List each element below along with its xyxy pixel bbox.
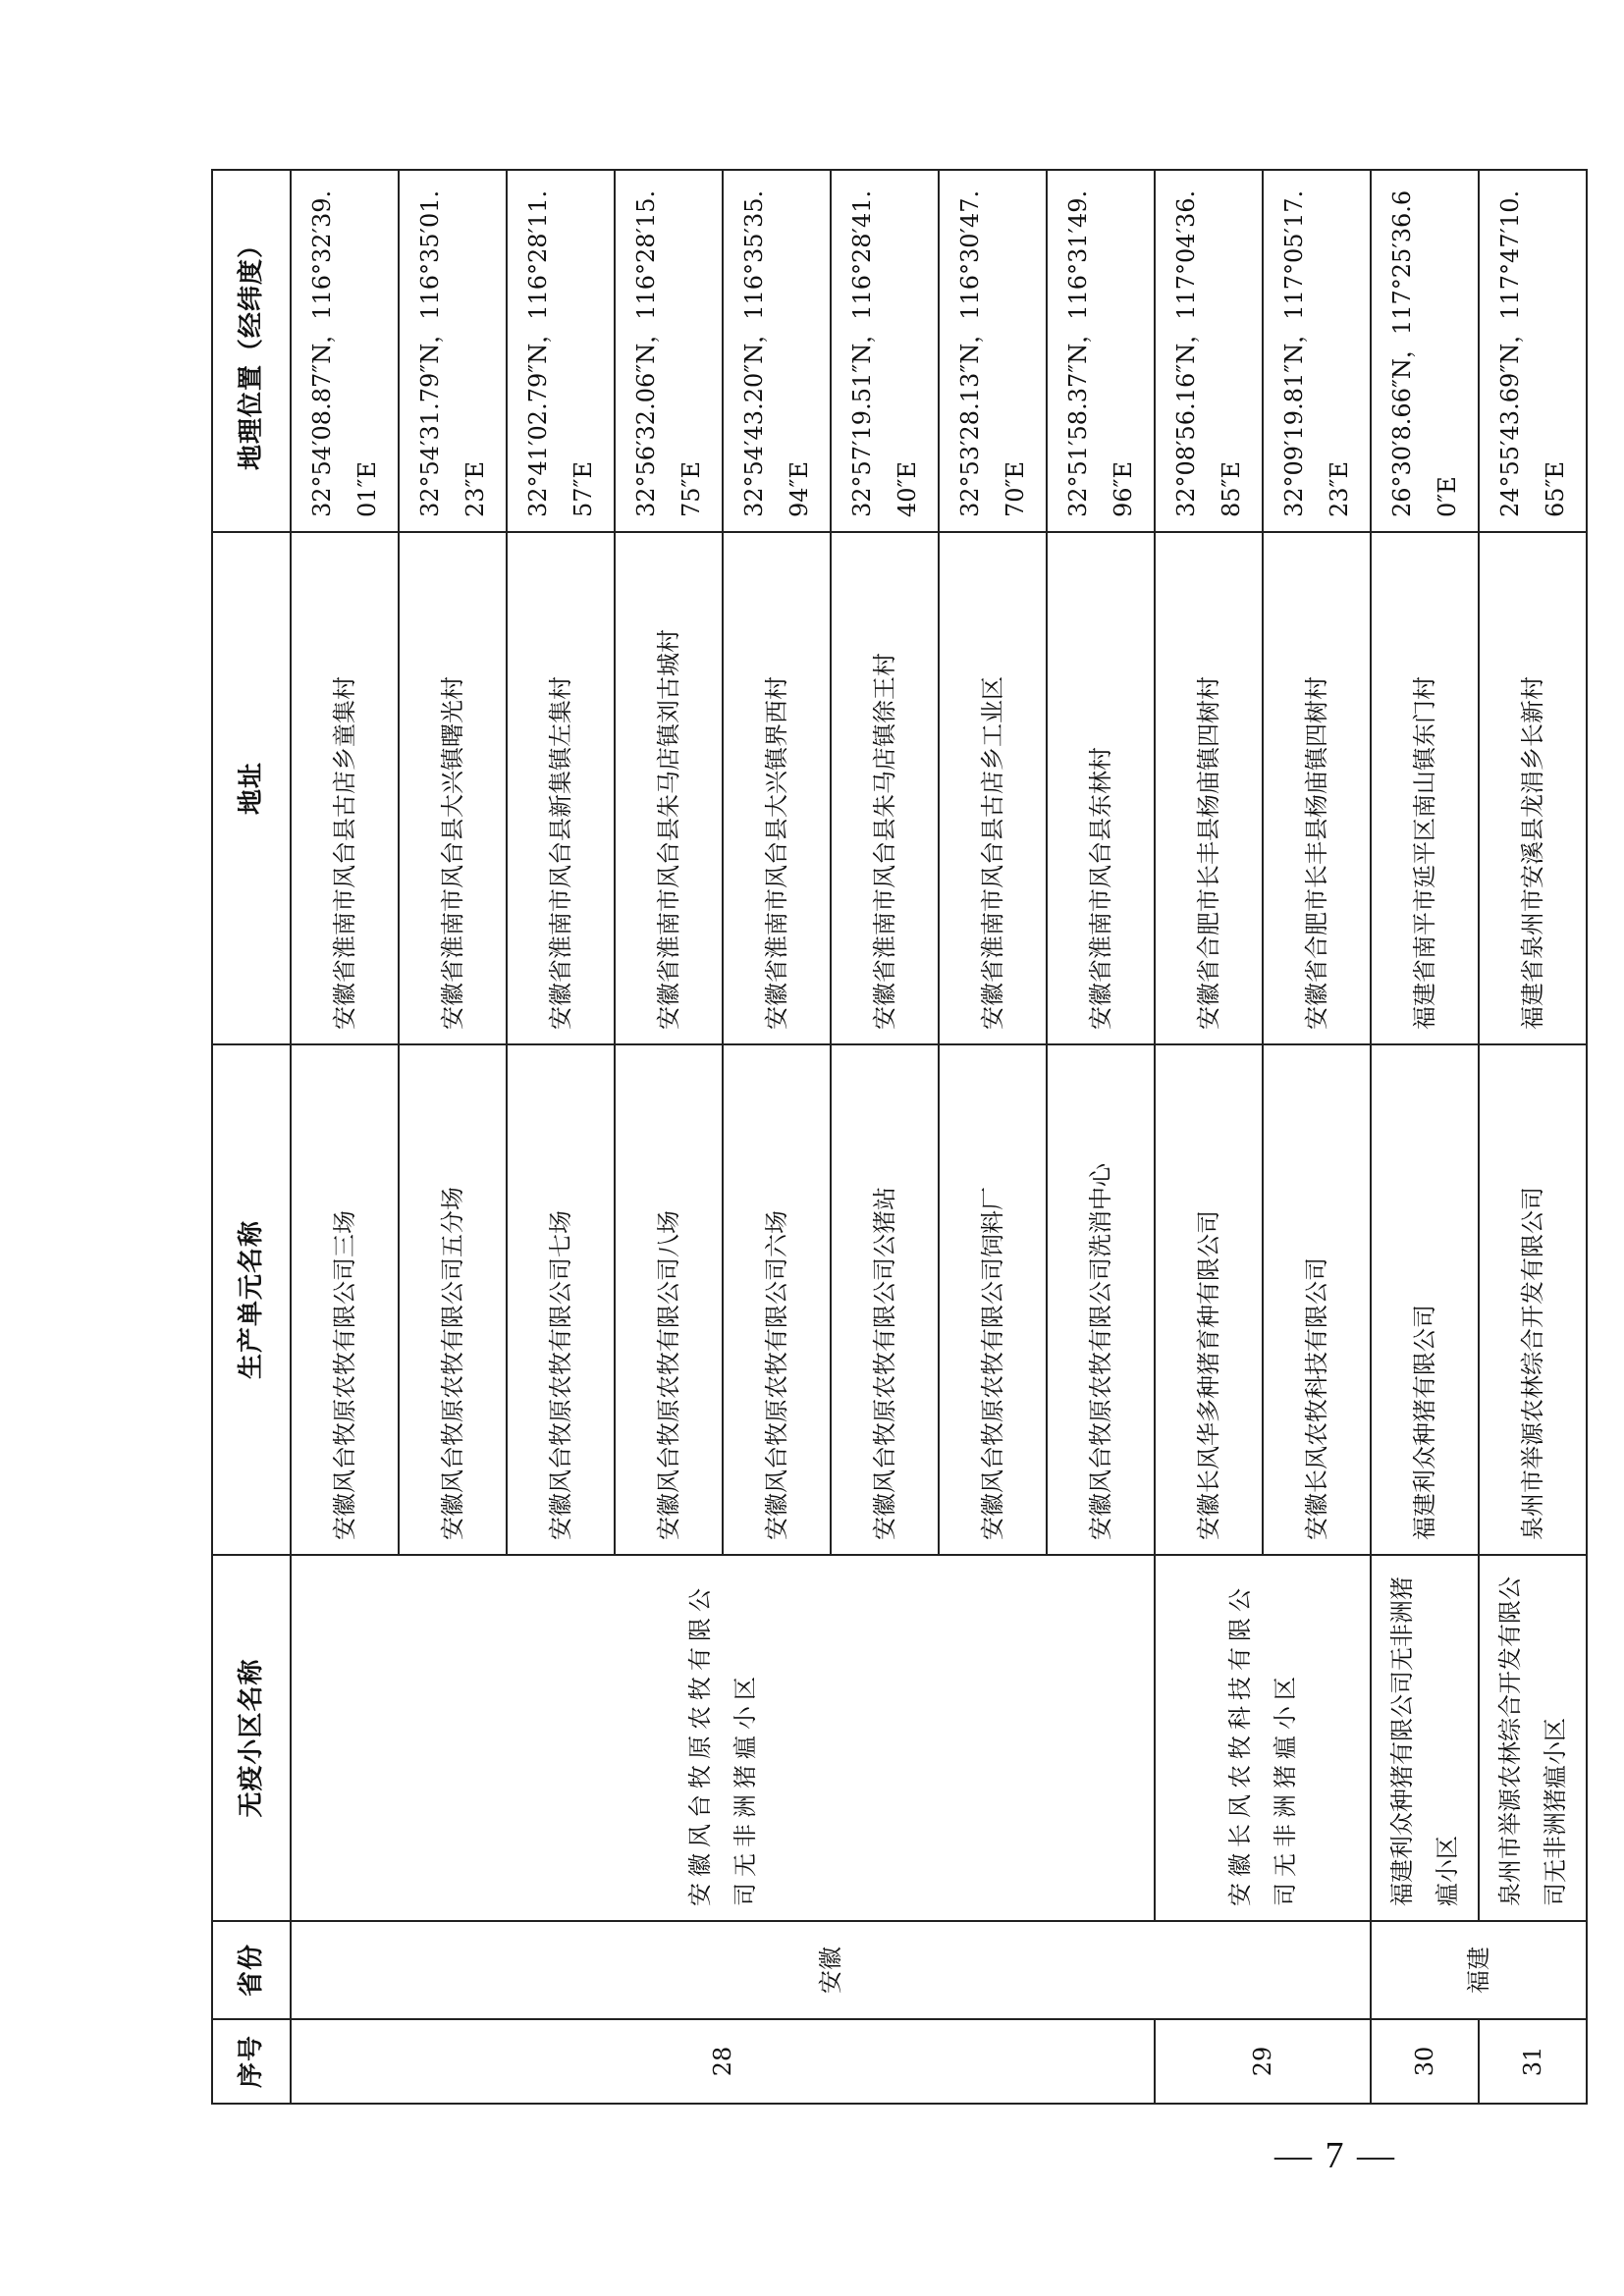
location-cell: 32°57′19.51″N，116°28′41.40″E <box>831 170 939 532</box>
seq-cell: 30 <box>1371 2019 1479 2104</box>
province-cell: 福建 <box>1371 1921 1587 2019</box>
address-cell: 安徽省淮南市风台县大兴镇曙光村 <box>399 532 507 1044</box>
header-zone-name: 无疫小区名称 <box>212 1555 291 1921</box>
page-number: — 7 — <box>1274 2135 1396 2176</box>
unit-name-cell: 安徽风台牧原农牧有限公司七场 <box>507 1044 615 1555</box>
location-cell: 32°54′31.79″N，116°35′01.23″E <box>399 170 507 532</box>
address-cell: 安徽省淮南市风台县朱马店镇刘古城村 <box>615 532 723 1044</box>
address-cell: 福建省泉州市安溪县龙涓乡长新村 <box>1479 532 1587 1044</box>
location-cell: 32°09′19.81″N，117°05′17.23″E <box>1263 170 1371 532</box>
location-cell: 32°54′43.20″N，116°35′35.94″E <box>723 170 831 532</box>
address-cell: 安徽省合肥市长丰县杨庙镇四树村 <box>1263 532 1371 1044</box>
unit-name-cell: 安徽长风华多种猪育种有限公司 <box>1155 1044 1263 1555</box>
address-cell: 安徽省淮南市风台县朱马店镇徐王村 <box>831 532 939 1044</box>
rotated-table-container <box>211 171 1569 2105</box>
unit-name-cell: 安徽风台牧原农牧有限公司八场 <box>615 1044 723 1555</box>
seq-cell: 29 <box>1155 2019 1371 2104</box>
table-row <box>1155 170 1263 2104</box>
table-row <box>1479 170 1587 2104</box>
header-province: 省份 <box>212 1921 291 2019</box>
location-cell: 32°56′32.06″N，116°28′15.75″E <box>615 170 723 532</box>
zone-name-cell: 福建利众种猪有限公司无非洲猪瘟小区 <box>1371 1555 1479 1921</box>
address-cell: 安徽省合肥市长丰县杨庙镇四树村 <box>1155 532 1263 1044</box>
province-cell: 安徽 <box>291 1921 1371 2019</box>
location-cell: 24°55′43.69″N，117°47′10.65″E <box>1479 170 1587 532</box>
table-header-row <box>212 170 291 2104</box>
table-row <box>1371 170 1479 2104</box>
header-unit-name: 生产单元名称 <box>212 1044 291 1555</box>
unit-name-cell: 安徽风台牧原农牧有限公司洗消中心 <box>1047 1044 1155 1555</box>
zone-name-cell: 安徽长风农牧科技有限公司无非洲猪瘟小区 <box>1155 1555 1371 1921</box>
address-cell: 安徽省淮南市风台县新集镇左集村 <box>507 532 615 1044</box>
address-cell: 福建省南平市延平区南山镇东门村 <box>1371 532 1479 1044</box>
unit-name-cell: 泉州市举源农林综合开发有限公司 <box>1479 1044 1587 1555</box>
location-cell: 32°53′28.13″N，116°30′47.70″E <box>939 170 1047 532</box>
unit-name-cell: 福建利众种猪有限公司 <box>1371 1044 1479 1555</box>
unit-name-cell: 安徽风台牧原农牧有限公司五分场 <box>399 1044 507 1555</box>
unit-name-cell: 安徽风台牧原农牧有限公司三场 <box>291 1044 399 1555</box>
zone-name-cell: 安徽风台牧原农牧有限公司无非洲猪瘟小区 <box>291 1555 1155 1921</box>
unit-name-cell: 安徽风台牧原农牧有限公司六场 <box>723 1044 831 1555</box>
header-location: 地理位置（经纬度） <box>212 170 291 532</box>
unit-name-cell: 安徽风台牧原农牧有限公司饲料厂 <box>939 1044 1047 1555</box>
location-cell: 32°54′08.87″N，116°32′39.01″E <box>291 170 399 532</box>
unit-name-cell: 安徽长风农牧科技有限公司 <box>1263 1044 1371 1555</box>
location-cell: 32°41′02.79″N，116°28′11.57″E <box>507 170 615 532</box>
location-cell: 26°30′8.66″N，117°25′36.60″E <box>1371 170 1479 532</box>
address-cell: 安徽省淮南市风台县古店乡童集村 <box>291 532 399 1044</box>
seq-cell: 31 <box>1479 2019 1587 2104</box>
header-seq: 序号 <box>212 2019 291 2104</box>
address-cell: 安徽省淮南市风台县大兴镇界西村 <box>723 532 831 1044</box>
disease-free-zone-table <box>211 169 1588 2105</box>
header-address: 地址 <box>212 532 291 1044</box>
seq-cell: 28 <box>291 2019 1155 2104</box>
unit-name-cell: 安徽风台牧原农牧有限公司公猪站 <box>831 1044 939 1555</box>
address-cell: 安徽省淮南市风台县古店乡工业区 <box>939 532 1047 1044</box>
table-row <box>291 170 399 2104</box>
location-cell: 32°51′58.37″N，116°31′49.96″E <box>1047 170 1155 532</box>
location-cell: 32°08′56.16″N，117°04′36.85″E <box>1155 170 1263 532</box>
zone-name-cell: 泉州市举源农林综合开发有限公司无非洲猪瘟小区 <box>1479 1555 1587 1921</box>
address-cell: 安徽省淮南市风台县东林村 <box>1047 532 1155 1044</box>
